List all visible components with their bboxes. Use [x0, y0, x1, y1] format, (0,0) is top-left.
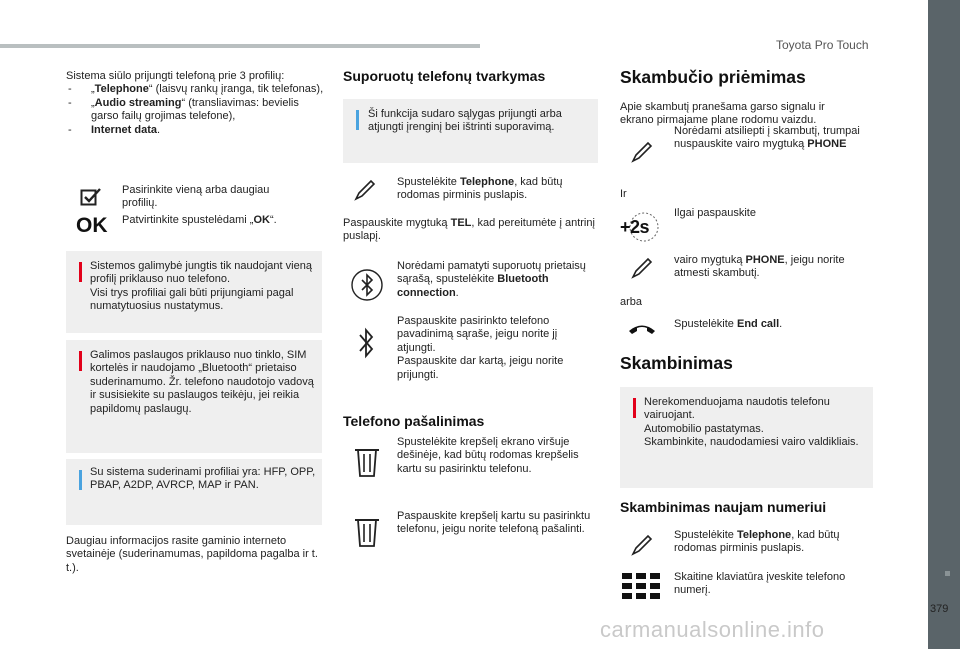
bluetooth-circle-icon: [350, 268, 384, 302]
keypad-icon: [622, 573, 660, 599]
step-show-trash: Spustelėkite krepšelį ekrano viršuje dešinėje, kad būtų rodomas krepšelis kartu su pasirinktu telefonu.: [397, 436, 579, 475]
info-icon: [356, 110, 359, 130]
checkbox-icon: [80, 187, 102, 207]
section-title-new-number: Skambinimas naujam numeriui: [620, 499, 827, 515]
list-item: - „Telephone“ (laisvų rankų įranga, tik telefonas),: [66, 83, 328, 96]
tel-paragraph: Paspauskite mygtuką TEL, kad pereitumėte į antrinį puslapį.: [343, 217, 595, 243]
pencil-icon: [630, 140, 654, 164]
step-open-telephone: Spustelėkite Telephone, kad būtų rodomas pirminis puslapis.: [397, 176, 563, 202]
trash-icon: [354, 447, 380, 479]
header-bar: [0, 44, 480, 48]
intro-text: Sistema siūlo prijungti telefoną prie 3 profilių:: [66, 70, 285, 82]
step-reject-call: vairo mygtuką PHONE, jeigu norite atmesti skambutį.: [674, 254, 845, 280]
info-box: [66, 459, 322, 525]
step-open-telephone: Spustelėkite Telephone, kad būtų rodomas pirminis puslapis.: [674, 529, 840, 555]
profiles-list: [66, 83, 328, 137]
watermark: carmanualsonline.info: [600, 617, 825, 642]
warning-text: Nerekomenduojama naudotis telefonu vairuojant. Automobilio pastatymas. Skambinkite, naudodamiesi vairo valdikliais.: [644, 396, 859, 449]
warning-box: [620, 387, 873, 488]
warning-box-1: [66, 251, 322, 333]
warning-icon: [79, 262, 82, 282]
bluetooth-icon: [357, 327, 377, 359]
step-long-press: Ilgai paspauskite: [674, 207, 756, 219]
side-strip: [928, 0, 960, 649]
page-number: 379: [930, 603, 949, 615]
plus-2s-label: +2s: [620, 217, 650, 237]
call-intro: Apie skambutį pranešama garso signalu ir ekrano pirmajame plane rodomu vaizdu.: [620, 101, 825, 127]
step-select-profile: Pasirinkite vieną arba daugiau profilių.: [122, 184, 270, 210]
pencil-icon: [630, 256, 654, 280]
info-icon: [79, 470, 82, 490]
warning-text: Galimos paslaugos priklauso nuo tinklo, SIM kortelės ir naudojamo „Bluetooth“ prietaiso suderinamumo. Žr. telefono naudotojo vadovą ir susisiekite su paslaugos teikėju, jei reikia papildomų paslaugų.: [90, 349, 314, 415]
header-title: Toyota Pro Touch: [776, 38, 869, 52]
profiles-intro: [66, 70, 328, 137]
info-text: Su sistema suderinami profiliai yra: HFP, OPP, PBAP, A2DP, AVRCP, MAP ir PAN.: [90, 466, 316, 492]
list-item: - Internet data.: [66, 124, 328, 137]
warning-text: Sistemos galimybė jungtis tik naudojant vieną profilį priklauso nuo telefono. Visi trys profiliai gali būti prijungiami pagal numatytuosius nustatymus.: [90, 260, 312, 313]
ok-icon: OK: [76, 214, 108, 237]
pencil-icon: [353, 178, 377, 202]
plus-2s-icon: [619, 211, 659, 243]
step-enter-number: Skaitine klaviatūra įveskite telefono numerį.: [674, 571, 846, 597]
step-answer-call: Norėdami atsiliepti į skambutį, trumpai nuspauskite vairo mygtuką PHONE: [674, 125, 860, 151]
trash-icon: [354, 517, 380, 549]
warning-icon: [633, 398, 636, 418]
warning-box-2: [66, 340, 322, 453]
step-end-call: Spustelėkite End call.: [674, 318, 783, 330]
section-title-calling: Skambinimas: [620, 353, 733, 373]
or-label: Ir: [620, 188, 627, 200]
outro-text: Daugiau informacijos rasite gaminio interneto svetainėje (suderinamumas, papildoma pagalba ir t. t.).: [66, 535, 318, 574]
section-title-delete-phone: Telefono pašalinimas: [343, 413, 485, 429]
step-connect-disconnect: Paspauskite pasirinkto telefono pavadinimą sąraše, jeigu norite jį atjungti. Paspauskite dar kartą, jeigu norite prijungti.: [397, 315, 564, 381]
or-label: arba: [620, 296, 643, 308]
step-delete-phone: Paspauskite krepšelį kartu su pasirinktu telefonu, jeigu norite telefoną pašalinti.: [397, 510, 591, 536]
pencil-icon: [630, 533, 654, 557]
step-confirm: Patvirtinkite spustelėdami „OK“.: [122, 214, 277, 226]
list-item: - „Audio streaming“ (transliavimas: bevielis garso failų grojimas telefone),: [66, 97, 328, 124]
continue-marker: [945, 571, 950, 576]
info-box: [343, 99, 598, 163]
info-text: Ši funkcija sudaro sąlygas prijungti arba atjungti įrenginį bei ištrinti suporavimą.: [368, 108, 562, 134]
step-bluetooth-connection: Norėdami pamatyti suporuotų prietaisų sąrašą, spustelėkite Bluetooth connection.: [397, 260, 586, 299]
section-title-receiving-call: Skambučio priėmimas: [620, 67, 806, 87]
end-call-icon: [627, 322, 657, 336]
warning-icon: [79, 351, 82, 371]
section-title-paired-phones: Suporuotų telefonų tvarkymas: [343, 68, 546, 84]
